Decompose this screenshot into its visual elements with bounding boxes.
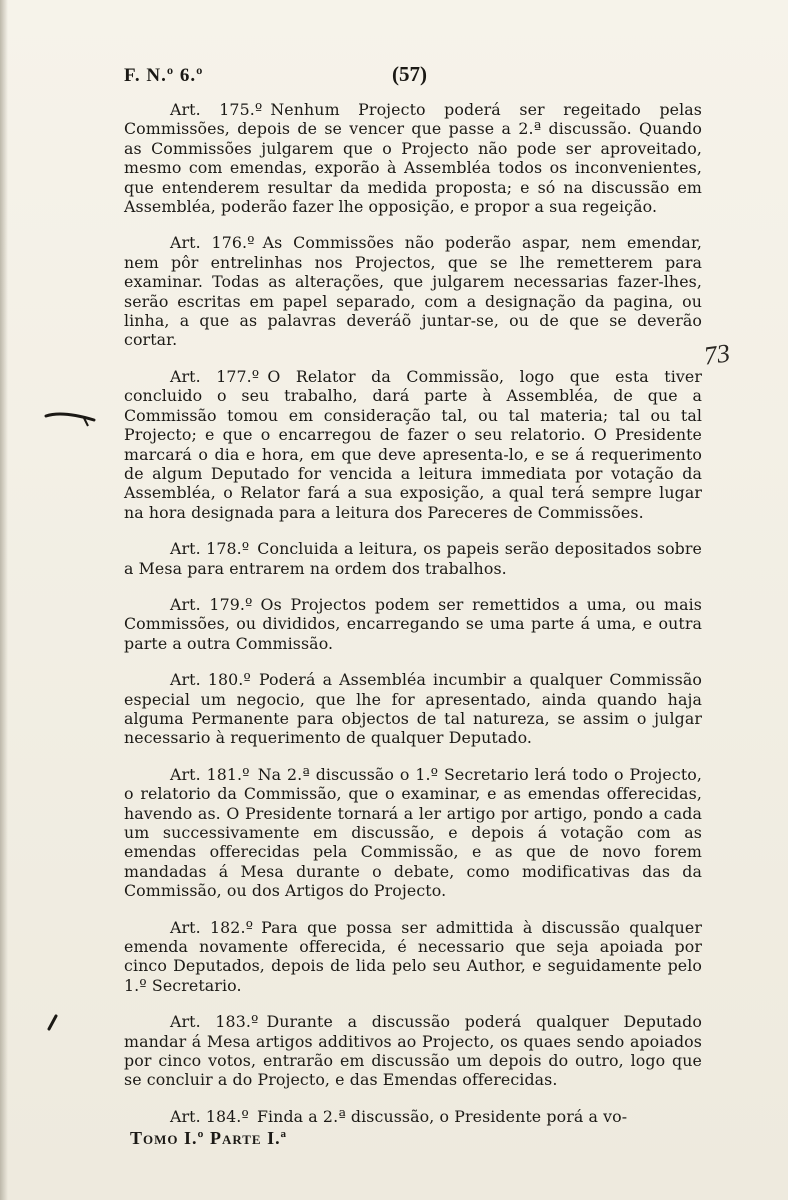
article-label: Art. 180.º (170, 670, 251, 690)
article-label: Art. 176.º (170, 233, 255, 253)
article-label: Art. 177.º (170, 366, 260, 386)
article-text: Durante a discussão poderá qualquer Deputado mandar á Mesa artigos additivos ao Projecto, os quaes sendo apoiados por cinco votos, entrarão em discussão um depois do outro, logo que se concluir a do Projecto, e das Emendas offerecidas. (124, 1012, 702, 1090)
ink-stroke-mark (44, 410, 96, 428)
article-183 (124, 1012, 702, 1090)
page-footer: Tomo I.º Parte I.ª (130, 1128, 288, 1148)
article-label: Art. 181.º (170, 764, 250, 784)
article-176 (124, 233, 702, 349)
article-text: Os Projectos podem ser remettidos a uma, ou mais Commissões, ou divididos, encarregando se uma parte á uma, e outra parte a outra Commissão. (124, 594, 703, 653)
article-177 (124, 367, 702, 522)
page-edge-shadow (0, 0, 8, 1200)
article-label: Art. 182.º (170, 917, 254, 937)
article-label: Art. 184.º (170, 1106, 249, 1126)
article-182 (124, 918, 702, 996)
page-number: (57) (392, 62, 427, 86)
article-text: As Commissões não poderão aspar, nem emendar, nem pôr entrelinhas nos Projectos, que se lhe remetterem para examinar. Todas as alterações, que julgarem necessarias fazer-lhes, serão escritas em papel separado, com a designação da pagina, ou linha, a que as palavras deveráõ juntar-se, ou de que se deverão cortar. (124, 233, 702, 350)
article-175 (124, 100, 702, 216)
article-text: Finda a 2.ª discussão, o Presidente porá a vo- (256, 1106, 628, 1126)
article-text: Nenhum Projecto poderá ser regeitado pelas Commissões, depois de se vencer que passe a 2.ª discussão. Quando as Commissões julgarem que o Projecto não pode ser aproveitado, mesmo com emendas, exporão à Assembléa todos os inconvenientes, que entenderem resultar da medida proposta; e só na discussão em Assembléa, poderão fazer lhe opposição, e propor a sua regeição. (124, 100, 702, 217)
article-list (124, 100, 702, 1126)
ink-dot-mark (46, 1014, 60, 1032)
article-label: Art. 183.º (170, 1012, 259, 1032)
article-label: Art. 175.º (170, 100, 263, 119)
article-178 (124, 539, 702, 578)
article-text: Para que possa ser admittida à discussão qualquer emenda novamente offerecida, é necessario que seja apoiada por cinco Deputados, depois de lida pelo seu Author, e seguidamente pelo 1.º Secretario. (124, 917, 703, 995)
article-text: O Relator da Commissão, logo que esta tiver concluido o seu trabalho, dará parte à Assembléa, de que a Commissão tomou em consideração tal, ou tal materia; tal ou tal Projecto; e que o encarregou de fazer o seu relatorio. O Presidente marcará o dia e hora, em que deve apresenta-lo, e se á requerimento de algum Deputado for vencida a leitura immediata por votação da Assembléa, o Relator fará a sua exposição, a qual terá sempre lugar na hora designada para a leitura dos Pareceres de Commissões. (124, 366, 703, 522)
article-text: Na 2.ª discussão o 1.º Secretario lerá todo o Projecto, o relatorio da Commissão, que o examinar, e as emendas offerecidas, havendo as. O Presidente tornará a ler artigo por artigo, pondo a cada um successivamente em discussão, e depois á votação com as emendas offerecidas pela Commissão, e as que de novo forem mandadas á Mesa durante o debate, como modificativas das da Commissão, ou dos Artigos do Projecto. (124, 764, 703, 901)
article-text: Concluida a leitura, os papeis serão depositados sobre a Mesa para entrarem na ordem dos trabalhos. (124, 539, 702, 578)
article-184 (124, 1107, 702, 1126)
signature-mark: F. N.º 6.º (124, 65, 204, 86)
article-label: Art. 178.º (170, 539, 250, 559)
article-label: Art. 179.º (170, 594, 253, 614)
article-180 (124, 670, 702, 748)
page-header (124, 62, 702, 98)
article-181 (124, 765, 702, 901)
handwritten-annotation: 73 (702, 338, 732, 371)
article-179 (124, 595, 702, 653)
article-text: Poderá a Assembléa incumbir a qualquer Commissão especial um negocio, que lhe for apresentado, ainda quando haja alguma Permanente para objectos de tal natureza, se assim o julgar necessario à requerimento de qualquer Deputado. (124, 670, 702, 748)
